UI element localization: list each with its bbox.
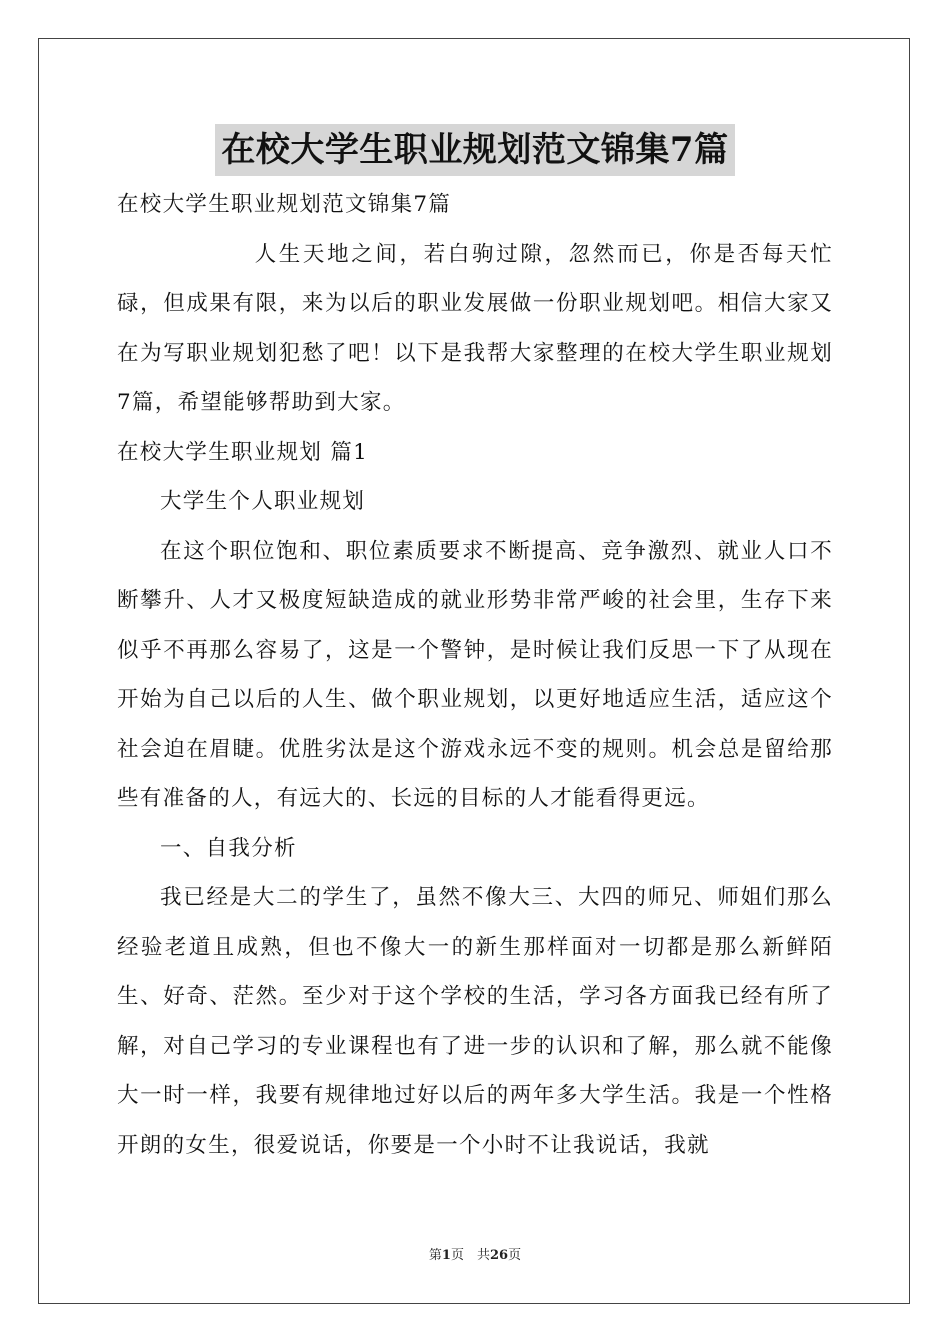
body-paragraph: 我已经是大二的学生了，虽然不像大三、大四的师兄、师姐们那么经验老道且成熟，但也不像大一的新生那样面对一切都是那么新鲜陌生、好奇、茫然。至少对于这个学校的生活，学习各方面我已经有所了解，对自己学习的专业课程也有了进一步的认识和了解，那么就不能像大一时一样，我要有规律地过好以后的两年多大学生活。我是一个性格开朗的女生，很爱说话，你要是一个小时不让我说话，我就 [117, 885, 833, 1158]
page-suffix: 页 [508, 1248, 522, 1263]
sub-heading: 大学生个人职业规划 [160, 489, 366, 514]
section-one-heading: 一、自我分析 [160, 835, 297, 861]
page-total: 26 [489, 1248, 509, 1263]
page-prefix: 第 [428, 1248, 442, 1263]
page-mid: 页 共 [450, 1248, 490, 1263]
body-paragraph: 在这个职位饱和、职位素质要求不断提高、竞争激烈、就业人口不断攀升、人才又极度短缺造成的就业形势非常严峻的社会里，生存下来似乎不再那么容易了，这是一个警钟，是时候让我们反思一下了从现在开始为自己以后的人生、做个职业规划，以更好地适应生活，适应这个社会迫在眉睫。优胜劣汰是这个游戏永远不变的规则。机会总是留给那些有准备的人，有远大的、长远的目标的人才能看得更远。 [117, 538, 833, 811]
page-footer [0, 1244, 950, 1263]
document-title: 在校大学生职业规划范文锦集7篇 [215, 124, 734, 176]
document-subtitle: 在校大学生职业规划范文锦集7篇 [117, 192, 452, 217]
section-heading: 在校大学生职业规划 篇1 [117, 439, 369, 465]
intro-paragraph: 人生天地之间，若白驹过隙，忽然而已，你是否每天忙碌，但成果有限，来为以后的职业发展做一份职业规划吧。相信大家又在为写职业规划犯愁了吧！以下是我帮大家整理的在校大学生职业规划7篇，希望能够帮助到大家。 [117, 241, 833, 415]
document-body [117, 180, 833, 1170]
title-area [0, 124, 950, 176]
page-current: 1 [441, 1248, 451, 1263]
